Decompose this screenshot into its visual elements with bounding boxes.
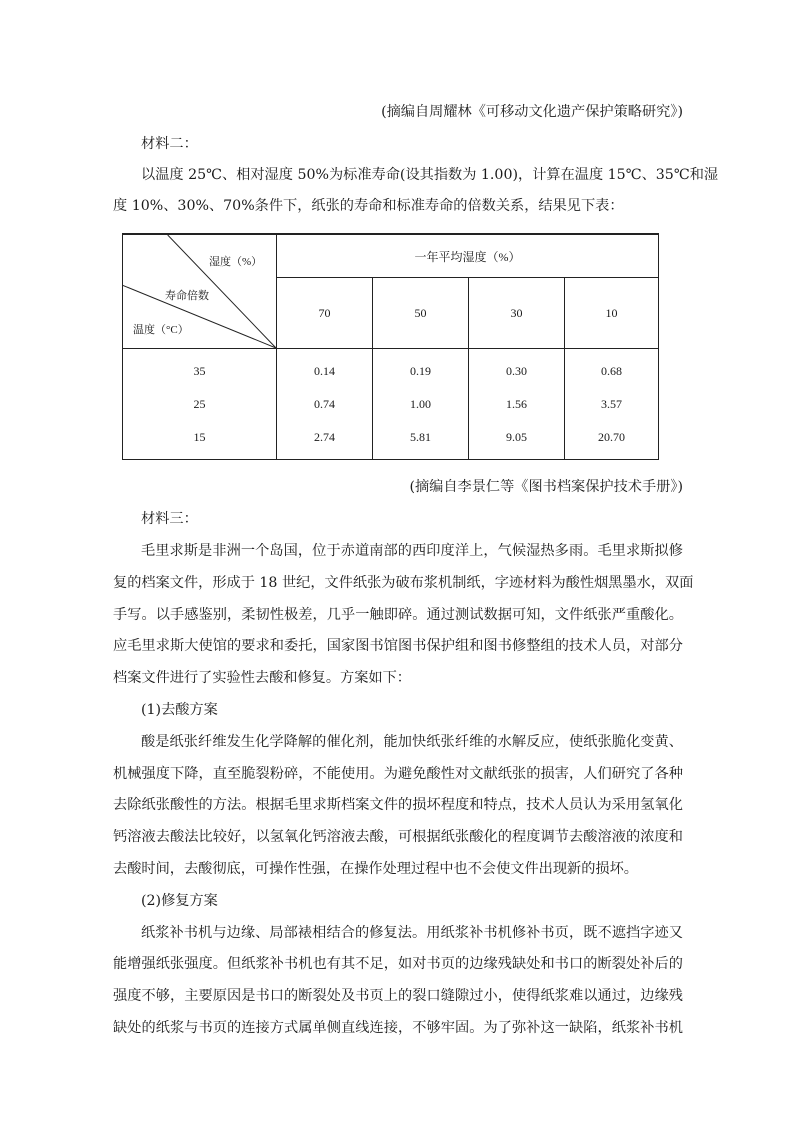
humidity-column-header: 50 [373, 278, 469, 349]
corner-life-label: 寿命倍数 [165, 290, 209, 302]
table-cell: 0.14 [314, 363, 335, 378]
repair-text-line: 缺处的纸浆与书页的连接方式属单侧直线连接，不够牢固。为了弥补这一缺陷，纸浆补书机 [113, 1020, 683, 1036]
material2-text-line: 以温度 25℃、相对湿度 50%为标准寿命(设其指数为 1.00)，计算在温度 15℃、35℃和湿 [141, 167, 719, 183]
temperature-value: 15 [193, 429, 206, 444]
material3-text-line: 毛里求斯是非洲一个岛国，位于赤道南部的西印度洋上，气候湿热多雨。毛里求斯拟修 [141, 543, 683, 559]
table-cell: 20.70 [598, 429, 625, 444]
subheading-repair: (2)修复方案 [141, 893, 218, 909]
humidity-column-header: 70 [277, 278, 373, 349]
life-multiple-column [565, 349, 659, 460]
temperature-value: 25 [193, 396, 206, 411]
life-multiple-column [277, 349, 373, 460]
table-cell: 5.81 [410, 429, 431, 444]
repair-text-line: 纸浆补书机与边缘、局部裱相结合的修复法。用纸浆补书机修补书页，既不遮挡字迹又 [141, 925, 683, 941]
humidity-column-header: 10 [565, 278, 659, 349]
paper-life-table [122, 233, 659, 460]
source-citation-table: (摘编自李景仁等《图书档案保护技术手册》) [409, 479, 683, 495]
table-cell: 2.74 [314, 429, 335, 444]
humidity-group-header: 一年平均湿度（%） [277, 234, 659, 278]
corner-humidity-label: 湿度（%） [209, 256, 263, 268]
deacid-text-line: 钙溶液去酸法比较好，以氢氧化钙溶液去酸，可根据纸张酸化的程度调节去酸溶液的浓度和 [113, 829, 683, 845]
subheading-deacid: (1)去酸方案 [141, 702, 218, 718]
deacid-text-line: 机械强度下降，直至脆裂粉碎，不能使用。为避免酸性对文献纸张的损害，人们研究了各种 [113, 766, 683, 782]
life-multiple-column [373, 349, 469, 460]
table-cell: 9.05 [506, 429, 527, 444]
table-cell: 1.00 [410, 396, 431, 411]
material3-text-line: 复的档案文件，形成于 18 世纪，文件纸张为破布浆机制纸，字迹材料为酸性烟黑墨水，双面 [113, 575, 694, 591]
material3-heading: 材料三： [141, 511, 198, 527]
table-cell: 0.30 [506, 363, 527, 378]
material3-text-line: 应毛里求斯大使馆的要求和委托，国家图书馆图书保护组和图书修整组的技术人员，对部分 [113, 638, 683, 654]
table-cell: 3.57 [601, 396, 622, 411]
table-cell: 0.74 [314, 396, 335, 411]
table-cell: 0.19 [410, 363, 431, 378]
repair-text-line: 能增强纸张强度。但纸浆补书机也有其不足，如对书页的边缘残缺处和书口的断裂处补后的 [113, 956, 683, 972]
table-cell: 1.56 [506, 396, 527, 411]
temperature-column [123, 349, 277, 460]
material3-text-line: 手写。以手感鉴别，柔韧性极差，几乎一触即碎。通过测试数据可知，文件纸张严重酸化。 [113, 607, 683, 623]
table-corner-header [123, 234, 277, 349]
corner-temp-label: 温度（°C） [133, 324, 189, 336]
material3-text-line: 档案文件进行了实验性去酸和修复。方案如下： [113, 670, 411, 686]
humidity-column-header: 30 [469, 278, 565, 349]
table-cell: 0.68 [601, 363, 622, 378]
deacid-text-line: 去酸时间，去酸彻底，可操作性强，在操作处理过程中也不会使文件出现新的损坏。 [113, 861, 638, 877]
deacid-text-line: 酸是纸张纤维发生化学降解的催化剂，能加快纸张纤维的水解反应，使纸张脆化变黄、 [141, 734, 683, 750]
repair-text-line: 强度不够，主要原因是书口的断裂处及书页上的裂口缝隙过小，使得纸浆难以通过，边缘残 [113, 988, 683, 1004]
material2-heading: 材料二： [141, 136, 198, 152]
source-citation-top: (摘编自周耀林《可移动文化遗产保护策略研究》) [381, 104, 683, 120]
deacid-text-line: 去除纸张酸性的方法。根据毛里求斯档案文件的损坏程度和特点，技术人员认为采用氢氧化 [113, 797, 683, 813]
temperature-value: 35 [193, 363, 206, 378]
material2-text-line: 度 10%、30%、70%条件下，纸张的寿命和标准寿命的倍数关系，结果见下表： [113, 198, 624, 214]
life-multiple-column [469, 349, 565, 460]
